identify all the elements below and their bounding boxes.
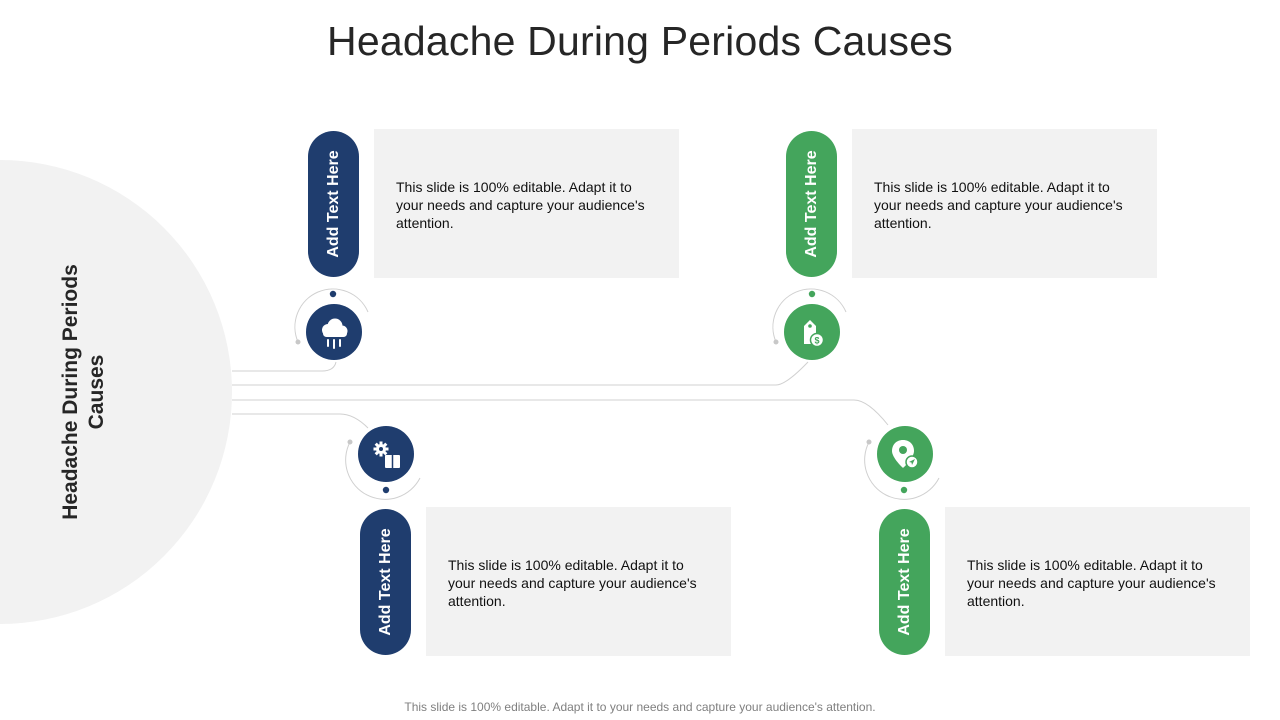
item-3-text-box (426, 507, 731, 656)
item-3-label: Add Text Here (376, 528, 394, 636)
item-2-text-box (852, 129, 1157, 278)
item-1-text: This slide is 100% editable. Adapt it to your needs and capture your audience's attention. (396, 179, 645, 231)
item-4-pill (879, 509, 930, 655)
item-3-text: This slide is 100% editable. Adapt it to your needs and capture your audience's attention. (448, 557, 697, 609)
item-1-pill (308, 131, 359, 277)
item-1-label: Add Text Here (324, 150, 342, 258)
center-label: Headache During Periods Causes (59, 264, 108, 520)
footer-note: This slide is 100% editable. Adapt it to your needs and capture your audience's attention. (404, 700, 876, 714)
item-4-label: Add Text Here (895, 528, 913, 636)
item-2-pill (786, 131, 837, 277)
item-4-text-box (945, 507, 1250, 656)
item-1-text-box (374, 129, 679, 278)
location-pin-icon (877, 426, 933, 482)
item-2-text: This slide is 100% editable. Adapt it to your needs and capture your audience's attention. (874, 179, 1123, 231)
cloud-rain-icon (306, 304, 362, 360)
item-2-label: Add Text Here (802, 150, 820, 258)
gears-box-icon (358, 426, 414, 482)
svg-text:$: $ (814, 335, 820, 346)
item-3-pill (360, 509, 411, 655)
page-title: Headache During Periods Causes (327, 18, 953, 64)
item-4-text: This slide is 100% editable. Adapt it to your needs and capture your audience's attention. (967, 557, 1216, 609)
price-tag-icon (784, 304, 840, 360)
